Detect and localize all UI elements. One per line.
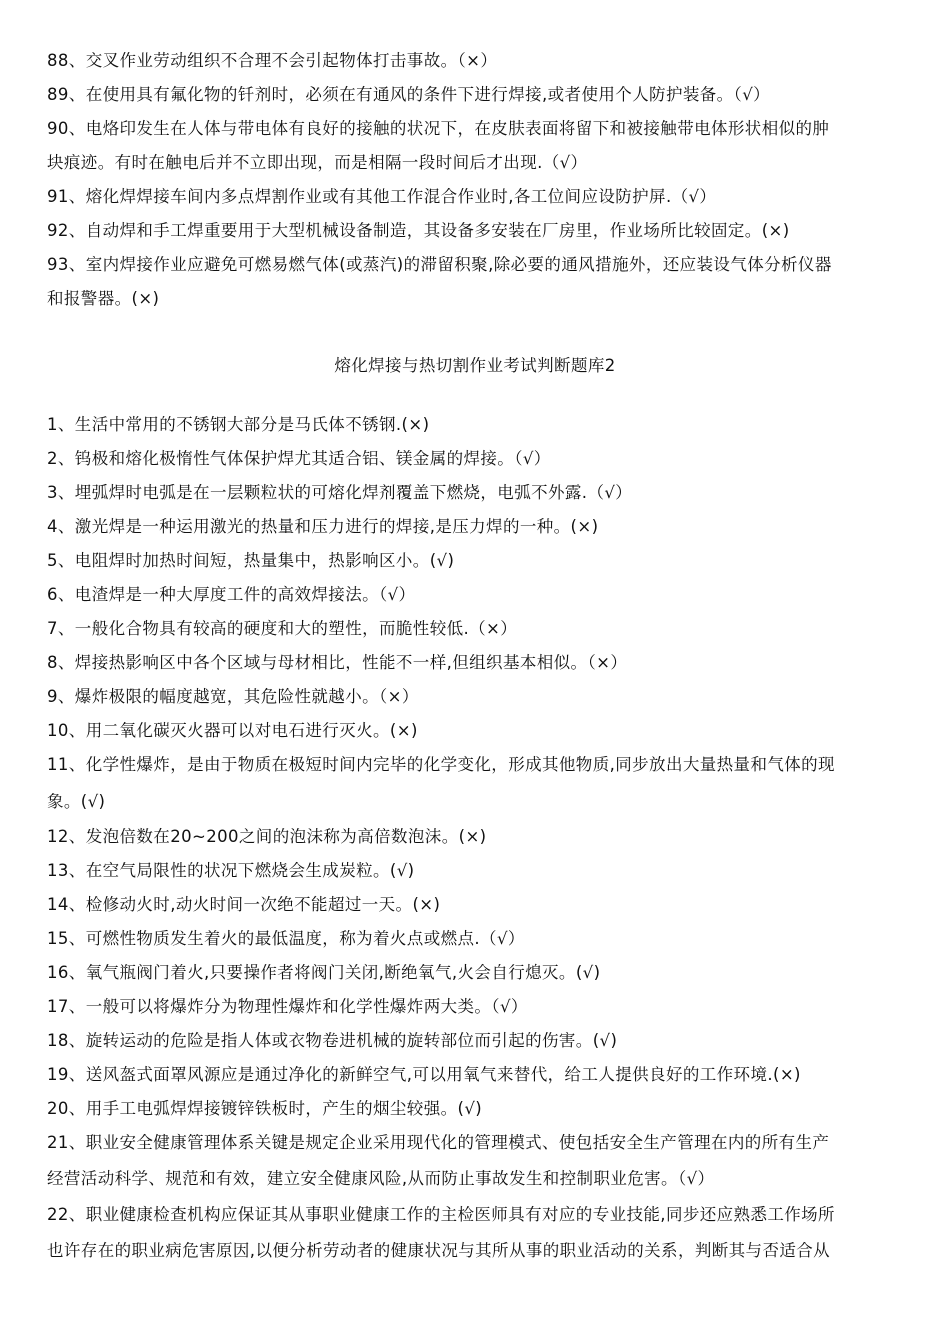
item-93-cont: 和报警器。(×) <box>47 289 160 308</box>
item-93: 93、室内焊接作业应避免可燃易燃气体(或蒸汽)的滞留积聚,除必要的通风措施外，还应装设气体分析仪器 <box>47 255 832 274</box>
item-5: 5、电阻焊时加热时间短，热量集中，热影响区小。(√) <box>47 551 455 570</box>
item-11-cont: 象。(√) <box>47 792 106 811</box>
item-90-cont: 块痕迹。有时在触电后并不立即出现，而是相隔一段时间后才出现.（√） <box>47 153 588 172</box>
item-89: 89、在使用具有氟化物的钎剂时，必须在有通风的条件下进行焊接,或者使用个人防护装备。（√） <box>47 85 771 104</box>
item-17: 17、一般可以将爆炸分为物理性爆炸和化学性爆炸两大类。（√） <box>47 997 528 1016</box>
item-4: 4、激光焊是一种运用激光的热量和压力进行的焊接,是压力焊的一种。(×) <box>47 517 599 536</box>
item-3: 3、埋弧焊时电弧是在一层颗粒状的可熔化焊剂覆盖下燃烧，电弧不外露.（√） <box>47 483 633 502</box>
item-2: 2、钨极和熔化极惰性气体保护焊尤其适合铝、镁金属的焊接。（√） <box>47 449 551 468</box>
item-6: 6、电渣焊是一种大厚度工件的高效焊接法。（√） <box>47 585 416 604</box>
item-22: 22、职业健康检查机构应保证其从事职业健康工作的主检医师具有对应的专业技能,同步还应熟悉工作场所 <box>47 1205 835 1224</box>
item-15: 15、可燃性物质发生着火的最低温度，称为着火点或燃点.（√） <box>47 929 525 948</box>
item-20: 20、用手工电弧焊焊接镀锌铁板时，产生的烟尘较强。(√) <box>47 1099 483 1118</box>
item-14: 14、检修动火时,动火时间一次绝不能超过一天。(×) <box>47 895 441 914</box>
item-19: 19、送风盔式面罩风源应是通过净化的新鲜空气,可以用氧气来替代，给工人提供良好的工作环境.(×) <box>47 1065 801 1084</box>
item-10: 10、用二氧化碳灭火器可以对电石进行灭火。(×) <box>47 721 418 740</box>
item-21-cont: 经营活动科学、规范和有效，建立安全健康风险,从而防止事故发生和控制职业危害。（√） <box>47 1169 715 1188</box>
item-16: 16、氧气瓶阀门着火,只要操作者将阀门关闭,断绝氧气,火会自行熄灭。(√) <box>47 963 601 982</box>
item-92: 92、自动焊和手工焊重要用于大型机械设备制造，其设备多安装在厂房里，作业场所比较固定。(×) <box>47 221 790 240</box>
item-21: 21、职业安全健康管理体系关键是规定企业采用现代化的管理模式、使包括安全生产管理在内的所有生产 <box>47 1133 830 1152</box>
item-12: 12、发泡倍数在20~200之间的泡沫称为高倍数泡沫。(×) <box>47 827 487 846</box>
item-18: 18、旋转运动的危险是指人体或衣物卷进机械的旋转部位而引起的伤害。(√) <box>47 1031 618 1050</box>
item-91: 91、熔化焊焊接车间内多点焊割作业或有其他工作混合作业时,各工位间应设防护屏.（√） <box>47 187 717 206</box>
item-9: 9、爆炸极限的幅度越宽，其危险性就越小。（×） <box>47 687 419 706</box>
item-11: 11、化学性爆炸，是由于物质在极短时间内完毕的化学变化，形成其他物质,同步放出大量热量和气体的现 <box>47 755 835 774</box>
item-22-cont: 也许存在的职业病危害原因,以便分析劳动者的健康状况与其所从事的职业活动的关系，判断其与否适合从 <box>47 1241 831 1260</box>
item-13: 13、在空气局限性的状况下燃烧会生成炭粒。(√) <box>47 861 415 880</box>
item-1: 1、生活中常用的不锈钢大部分是马氏体不锈钢.(×) <box>47 415 430 434</box>
section-title: 熔化焊接与热切割作业考试判断题库2 <box>334 356 616 375</box>
item-90: 90、电烙印发生在人体与带电体有良好的接触的状况下，在皮肤表面将留下和被接触带电体形状相似的肿 <box>47 119 830 138</box>
item-8: 8、焊接热影响区中各个区域与母材相比，性能不一样,但组织基本相似。（×） <box>47 653 628 672</box>
item-88: 88、交叉作业劳动组织不合理不会引起物体打击事故。（×） <box>47 51 498 70</box>
item-7: 7、一般化合物具有较高的硬度和大的塑性，而脆性较低.（×） <box>47 619 518 638</box>
